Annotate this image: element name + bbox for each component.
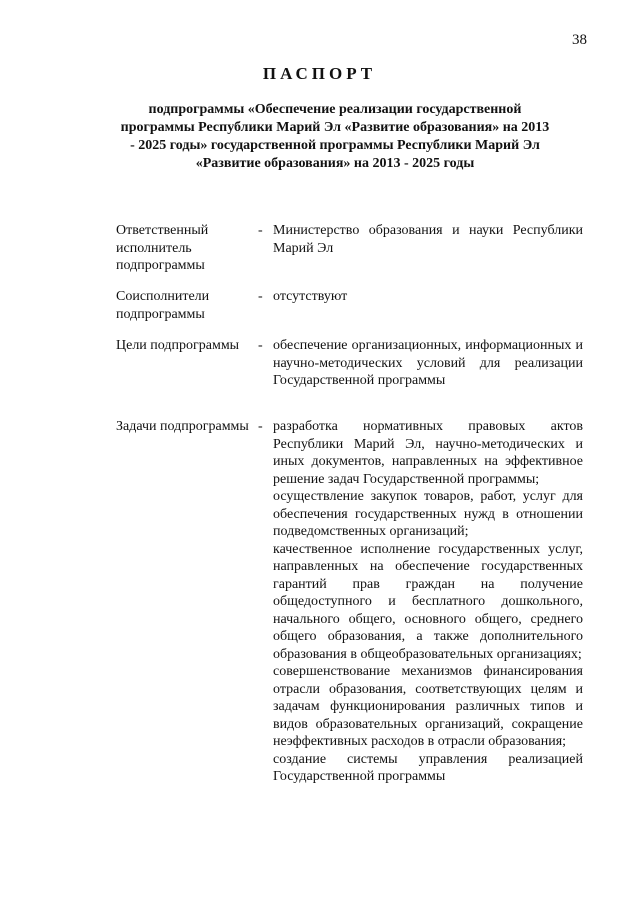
row-label: Задачи подпрограммы bbox=[116, 419, 249, 434]
task-item: создание системы управления реализацией Государственной программы bbox=[273, 751, 583, 784]
row-dash: - bbox=[258, 338, 263, 353]
task-item: осуществление закупок товаров, работ, услуг для обеспечения государственных нужд в отношении подведомственных организаций; bbox=[273, 489, 583, 539]
row-value: обеспечение организационных, информационных и научно-методических условий для реализации Государственной программы bbox=[273, 338, 583, 388]
page-title: ПАСПОРТ bbox=[262, 64, 377, 83]
row-dash: - bbox=[258, 223, 263, 238]
page-number: 38 bbox=[572, 32, 587, 48]
task-list bbox=[273, 418, 583, 786]
row-dash: - bbox=[258, 289, 263, 304]
task-item: качественное исполнение государственных услуг, направленных на обеспечение государственных гарантий прав граждан на получение общедоступного и бесплатного дошкольного, начального общего, основного общего, среднего общего образования, а также дополнительного образования в общеобразовательных организациях; bbox=[273, 541, 583, 662]
row-label: Цели подпрограммы bbox=[116, 338, 240, 353]
row-dash: - bbox=[258, 419, 263, 434]
task-item: совершенствование механизмов финансирования отрасли образования, соответствующих целям и задачам функционирования различных типов и видов образовательных организаций, сокращение неэффективных расходов в отрасли образования; bbox=[273, 664, 583, 749]
row-label: Соисполнители подпрограммы bbox=[116, 289, 210, 322]
row-value: Министерство образования и науки Республики Марий Эл bbox=[273, 223, 583, 256]
task-item: разработка нормативных правовых актов Республики Марий Эл, научно-методических и иных документов, направленных на эффективное решение задач Государственной программы; bbox=[273, 419, 583, 487]
row-value: отсутствуют bbox=[273, 289, 348, 304]
page-subtitle: подпрограммы «Обеспечение реализации государственной программы Республики Марий Эл «Развитие образования» на 2013 - 2025 годы» государственной программы Республики Марий Эл «Развитие образования» на 2013 - 2025 годы bbox=[120, 102, 550, 171]
row-label: Ответственный исполнитель подпрограммы bbox=[116, 223, 209, 273]
